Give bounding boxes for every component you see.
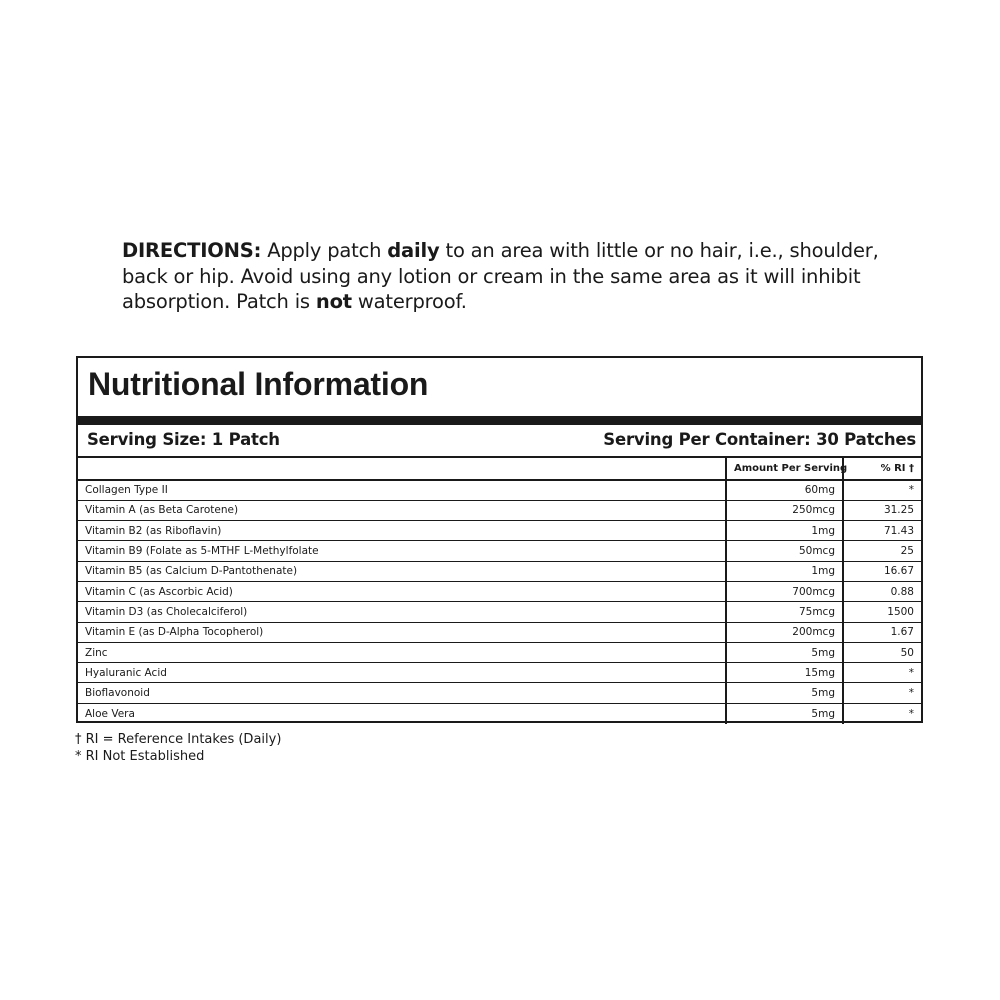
nutrient-ri: 71.43 (843, 521, 921, 541)
table-row (78, 581, 921, 601)
nutrient-amount: 50mcg (726, 541, 843, 561)
nutrient-ri: 25 (843, 541, 921, 561)
directions-emphasis: not (315, 290, 352, 313)
nutrient-name: Aloe Vera (78, 703, 726, 723)
nutrient-name: Bioflavonoid (78, 683, 726, 703)
table-row (78, 521, 921, 541)
table-row (78, 500, 921, 520)
nutrient-name: Vitamin E (as D-Alpha Tocopherol) (78, 622, 726, 642)
table-row (78, 561, 921, 581)
nutrient-amount: 250mcg (726, 500, 843, 520)
nutrient-name: Zinc (78, 642, 726, 662)
nutrient-name: Vitamin B9 (Folate as 5-MTHF L-Methylfolate (78, 541, 726, 561)
nutrient-name: Vitamin B5 (as Calcium D-Pantothenate) (78, 561, 726, 581)
nutrient-name: Collagen Type II (78, 480, 726, 500)
nutrient-name: Vitamin A (as Beta Carotene) (78, 500, 726, 520)
table-row (78, 602, 921, 622)
table-header-row (78, 458, 921, 480)
directions-text-part: waterproof. (357, 290, 467, 313)
nutrient-amount: 15mg (726, 663, 843, 683)
table-row (78, 663, 921, 683)
nutrient-name: Vitamin C (as Ascorbic Acid) (78, 581, 726, 601)
table-row (78, 622, 921, 642)
directions-text-part: to an area with little or no hair, i.e., shoulder, back or hip. Avoid using any lotion or cream in the same area as it will inhibit absorption. Patch is (122, 239, 879, 313)
footnote-not-established: * RI Not Established (75, 749, 205, 764)
header-amount: Amount Per Serving (726, 458, 843, 480)
nutrient-amount: 5mg (726, 703, 843, 723)
nutrient-ri: * (843, 683, 921, 703)
table-row (78, 480, 921, 500)
table-row (78, 642, 921, 662)
nutrient-amount: 1mg (726, 521, 843, 541)
footnote-ri-definition: † RI = Reference Intakes (Daily) (75, 732, 282, 747)
nutrient-amount: 60mg (726, 480, 843, 500)
serving-size: Serving Size: 1 Patch (87, 430, 280, 449)
header-name (78, 458, 726, 480)
header-ri: % RI † (843, 458, 921, 480)
nutrition-table (78, 458, 921, 724)
nutrient-name: Vitamin B2 (as Riboflavin) (78, 521, 726, 541)
table-row (78, 541, 921, 561)
nutrient-name: Vitamin D3 (as Cholecalciferol) (78, 602, 726, 622)
nutrient-amount: 5mg (726, 683, 843, 703)
nutrient-amount: 1mg (726, 561, 843, 581)
nutrient-ri: 16.67 (843, 561, 921, 581)
directions-label: DIRECTIONS: (122, 239, 262, 262)
nutrient-name: Hyaluranic Acid (78, 663, 726, 683)
nutrient-ri: * (843, 480, 921, 500)
nutrient-ri: * (843, 663, 921, 683)
nutrient-ri: 50 (843, 642, 921, 662)
nutrient-amount: 700mcg (726, 581, 843, 601)
table-row (78, 683, 921, 703)
nutrient-amount: 200mcg (726, 622, 843, 642)
directions-emphasis: daily (387, 239, 440, 262)
divider-thick (78, 416, 921, 425)
nutrition-panel (76, 356, 923, 723)
servings-per-container: Serving Per Container: 30 Patches (603, 430, 916, 449)
nutrient-ri: 1.67 (843, 622, 921, 642)
table-row (78, 703, 921, 723)
footnotes (75, 731, 281, 765)
nutrient-ri: 1500 (843, 602, 921, 622)
nutrient-ri: 31.25 (843, 500, 921, 520)
panel-title: Nutritional Information (88, 366, 429, 402)
nutrient-amount: 75mcg (726, 602, 843, 622)
directions-text (122, 238, 912, 315)
nutrient-amount: 5mg (726, 642, 843, 662)
directions-text-part: Apply patch (267, 239, 382, 262)
nutrient-ri: * (843, 703, 921, 723)
nutrient-ri: 0.88 (843, 581, 921, 601)
